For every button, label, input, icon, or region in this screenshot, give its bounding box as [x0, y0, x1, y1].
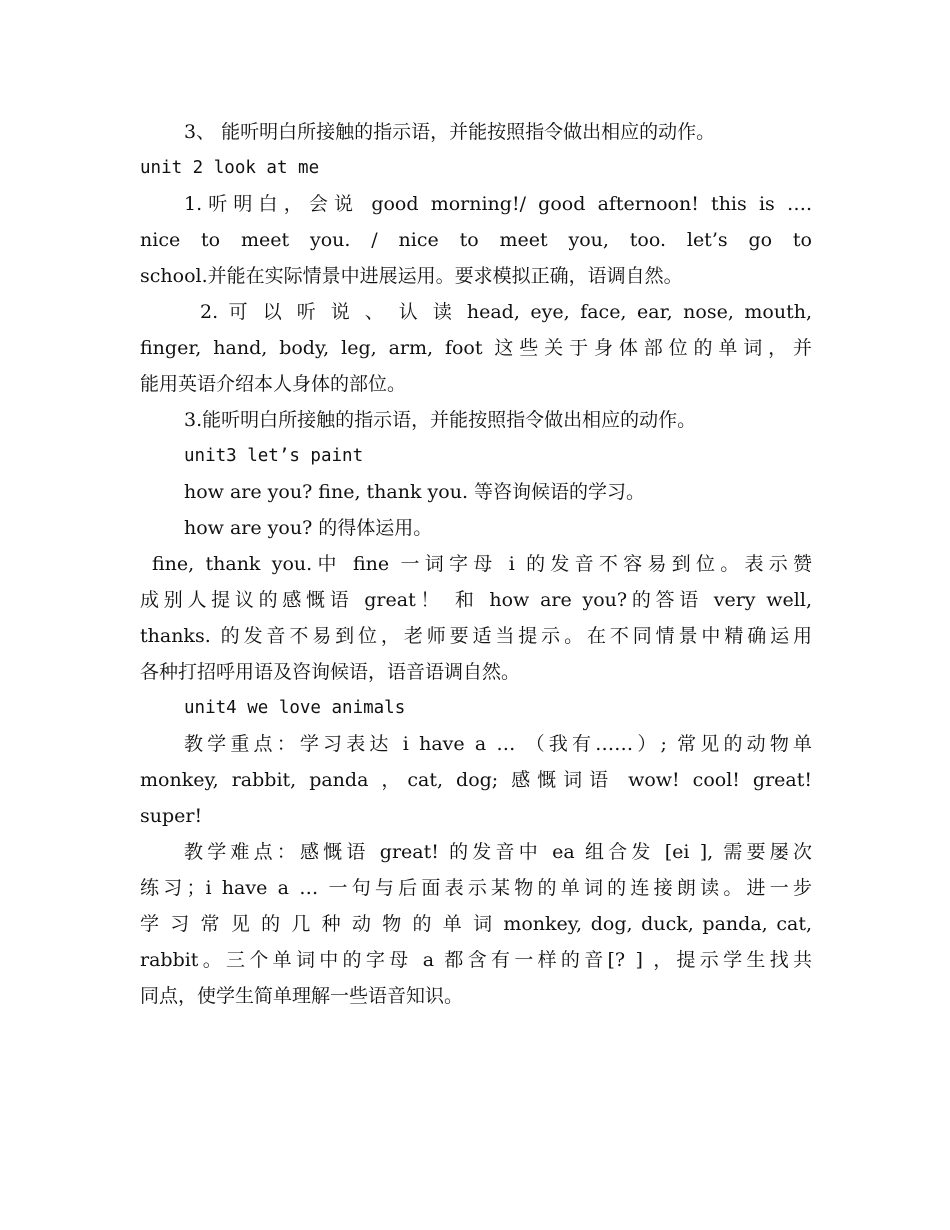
paragraph-line: 练习；i have a … 一句与后面表示某物的单词的连接朗读。进一步 [140, 877, 812, 899]
paragraph-line: 成别人提议的感慨语 great！ 和 how are you?的答语 very well, [140, 589, 812, 611]
paragraph-line: monkey, rabbit, panda ，cat, dog; 感慨词语 wow! cool! great! [140, 769, 812, 791]
unit-heading: unit 2 look at me [140, 158, 320, 178]
paragraph-line: how are you? fine, thank you. 等咨询候语的学习。 [184, 481, 646, 503]
document-body [140, 114, 812, 1014]
paragraph-line: thanks. 的发音不易到位，老师要适当提示。在不同情景中精确运用 [140, 625, 812, 647]
paragraph-line: 教学难点：感慨语 great! 的发音中 ea 组合发 [ei ], 需要屡次 [184, 841, 812, 863]
unit-heading: unit3 let’s paint [184, 446, 364, 466]
paragraph-line: 能用英语介绍本人身体的部位。 [140, 373, 407, 395]
paragraph-line: school.并能在实际情景中进展运用。要求模拟正确，语调自然。 [140, 265, 683, 287]
paragraph-line: nice to meet you. / nice to meet you, too. let’s go to [140, 229, 812, 251]
paragraph-line: 教学重点：学习表达 i have a … （我有……）; 常见的动物单 [184, 733, 812, 755]
paragraph-line: 各种打招呼用语及咨询候语，语音语调自然。 [140, 661, 521, 683]
paragraph-line: 1.听明白，会说 good morning!/ good afternoon! this is …. [184, 193, 812, 215]
paragraph-line: 学 习 常 见 的 几 种 动 物 的 单 词 monkey, dog, duck, panda, cat, [140, 913, 812, 935]
paragraph-line: rabbit。三个单词中的字母 a 都含有一样的音[? ] ，提示学生找共 [140, 949, 812, 971]
unit-heading: unit4 we love animals [184, 698, 406, 718]
paragraph-line: 同点，使学生简单理解一些语音知识。 [140, 985, 464, 1007]
paragraph-line: 2. 可 以 听 说 、 认 读 head, eye, face, ear, nose, mouth, [200, 301, 812, 323]
paragraph-line: 3.能听明白所接触的指示语，并能按照指令做出相应的动作。 [184, 409, 697, 431]
paragraph-line: super! [140, 805, 203, 827]
paragraph-line: finger, hand, body, leg, arm, foot 这些关于身体部位的单词，并 [140, 337, 812, 359]
paragraph-line: 3、 能听明白所接触的指示语，并能按照指令做出相应的动作。 [184, 121, 716, 143]
paragraph-line: fine, thank you.中 fine 一词字母 i 的发音不容易到位。表示赞 [152, 553, 812, 575]
paragraph-line: how are you? 的得体运用。 [184, 517, 433, 539]
